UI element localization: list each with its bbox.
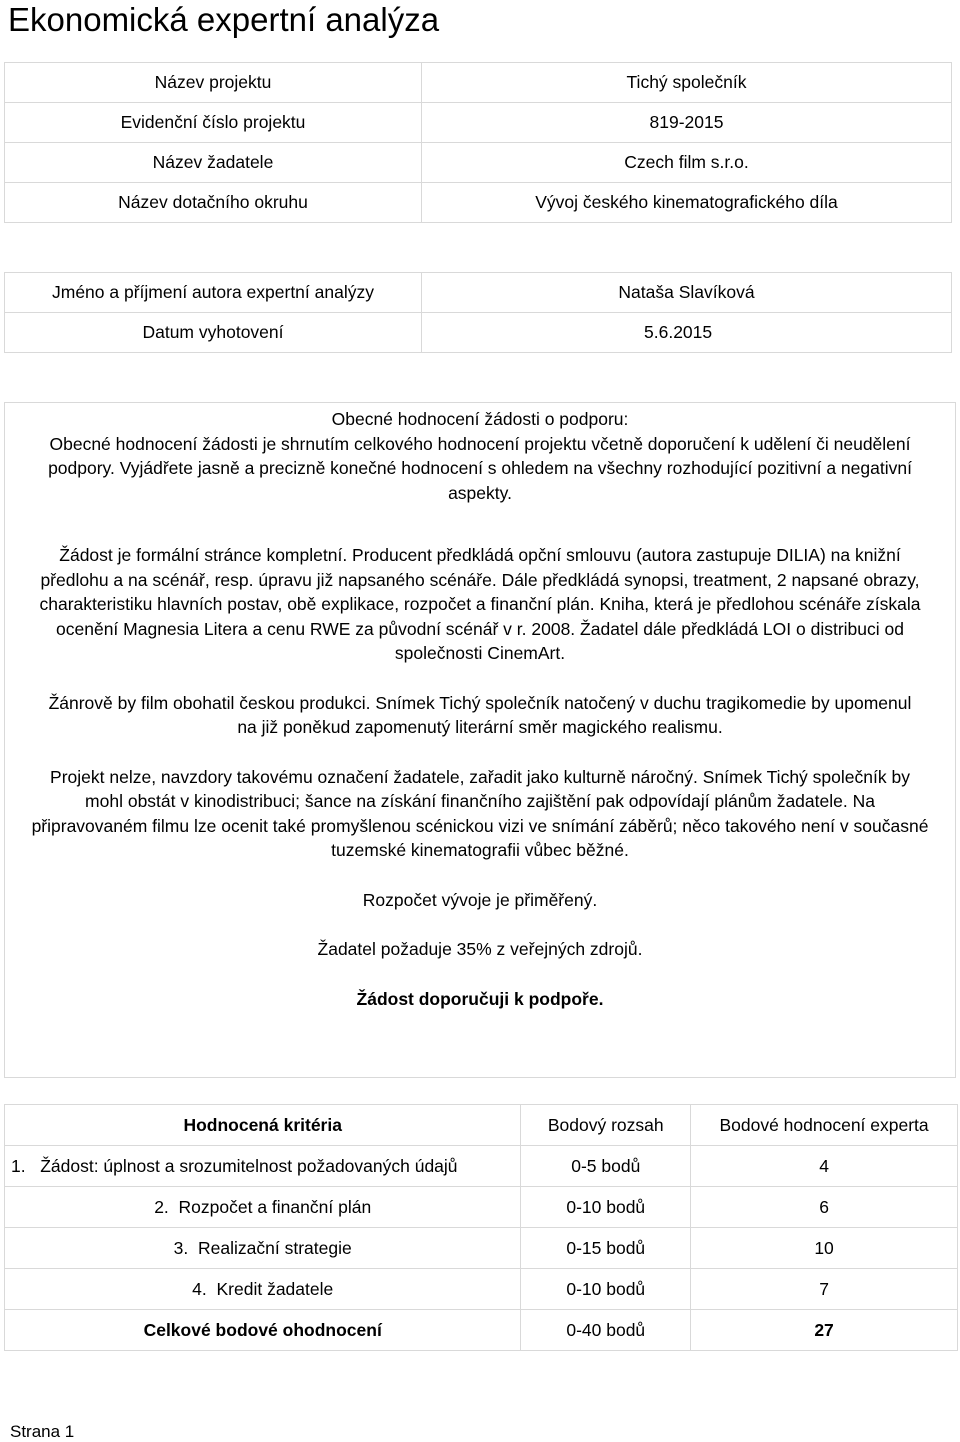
criterion-name: Žádost: úplnost a srozumitelnost požadovaných údajů	[40, 1155, 458, 1176]
criterion-cell	[5, 1228, 521, 1269]
total-label: Celkové bodové ohodnocení	[5, 1310, 521, 1351]
table-row	[5, 273, 952, 313]
applicant-value: Czech film s.r.o.	[422, 143, 952, 183]
page-title: Ekonomická expertní analýza	[8, 1, 440, 38]
applicant-label: Název žadatele	[5, 143, 422, 183]
author-table	[4, 272, 952, 353]
criterion-score: 7	[691, 1269, 958, 1310]
evaluation-box	[4, 402, 956, 1078]
evaluation-paragraph: Projekt nelze, navzdory takovému označení žadatele, zařadit jako kulturně náročný. Snímek Tichý společník by mohl obstát v kinodistribuci; šance na získání finančního zajištění pak odpovídají plánům žadatele. Na připravovaném filmu lze ocenit také promyšlenou scénickou vizi ve snímání záběrů; něco takového není v současné tuzemské kinematografii vůbec běžné.	[31, 766, 929, 860]
criterion-number: 3.	[173, 1237, 189, 1258]
table-row	[5, 1228, 958, 1269]
evaluation-paragraph: Žánrově by film obohatil českou produkci. Snímek Tichý společník natočený v duchu tragikomedie by upomenul na již poněkud zapomenutý literární směr magického realismu.	[48, 692, 912, 737]
criteria-header: Hodnocená kritéria	[5, 1105, 521, 1146]
total-score: 27	[691, 1310, 958, 1351]
date-label: Datum vyhotovení	[5, 313, 422, 353]
criterion-cell	[5, 1187, 521, 1228]
criterion-range: 0-15 bodů	[521, 1228, 691, 1269]
criterion-score: 4	[691, 1146, 958, 1187]
table-row	[5, 63, 952, 103]
total-row	[5, 1310, 958, 1351]
criterion-number: 2.	[154, 1196, 169, 1217]
table-row	[5, 1187, 958, 1228]
evaluation-heading: Obecné hodnocení žádosti o podporu:	[331, 409, 629, 429]
grant-area-label: Název dotačního okruhu	[5, 183, 422, 223]
project-name-label: Název projektu	[5, 63, 422, 103]
criterion-cell	[5, 1269, 521, 1310]
criterion-score: 6	[691, 1187, 958, 1228]
range-header: Bodový rozsah	[521, 1105, 691, 1146]
criterion-number: 1.	[11, 1155, 26, 1176]
author-name: Nataša Slavíková	[422, 273, 952, 313]
criterion-name: Realizační strategie	[198, 1237, 352, 1258]
table-header-row	[5, 1105, 958, 1146]
criterion-score: 10	[691, 1228, 958, 1269]
criterion-name: Rozpočet a finanční plán	[178, 1196, 372, 1217]
grant-area-value: Vývoj českého kinematografického díla	[422, 183, 952, 223]
project-number-label: Evidenční číslo projektu	[5, 103, 422, 143]
table-row	[5, 313, 952, 353]
criterion-range: 0-5 bodů	[521, 1146, 691, 1187]
evaluation-paragraph: Žadatel požaduje 35% z veřejných zdrojů.	[317, 939, 643, 959]
evaluation-paragraph: Rozpočet vývoje je přiměřený.	[362, 889, 598, 910]
project-number-value: 819-2015	[422, 103, 952, 143]
table-row	[5, 103, 952, 143]
evaluation-paragraph: Žádost je formální stránce kompletní. Producent předkládá opční smlouvu (autora zastupuje DILIA) na knižní předlohu a na scénář, resp. úpravu již napsaného scénáře. Dále předkládá synopsi, treatment, 2 napsané obrazy, charakteristiku hlavních postav, obě explikace, rozpočet a finanční plán. Kniha, která je předlohou scénáře získala ocenění Magnesia Litera a cenu RWE za původní scénář v r. 2008. Žadatel dále předkládá LOI o distribuci od společnosti CinemArt.	[39, 545, 921, 663]
total-range: 0-40 bodů	[521, 1310, 691, 1351]
table-row	[5, 1269, 958, 1310]
criterion-name: Kredit žadatele	[216, 1278, 334, 1299]
score-header: Bodové hodnocení experta	[691, 1105, 958, 1146]
criterion-range: 0-10 bodů	[521, 1187, 691, 1228]
page-number: Strana 1	[10, 1422, 75, 1441]
table-row	[5, 183, 952, 223]
criterion-number: 4.	[192, 1278, 207, 1299]
author-label: Jméno a příjmení autora expertní analýzy	[5, 273, 422, 313]
table-row	[5, 143, 952, 183]
criterion-cell	[5, 1146, 521, 1187]
recommendation: Žádost doporučuji k podpoře.	[356, 988, 604, 1009]
criterion-range: 0-10 bodů	[521, 1269, 691, 1310]
evaluation-instructions: Obecné hodnocení žádosti je shrnutím celkového hodnocení projektu včetně doporučení k udělení či neudělení podpory. Vyjádřete jasně a precizně konečné hodnocení s ohledem na všechny rozhodující pozitivní a negativní aspekty.	[48, 433, 912, 503]
project-info-table	[4, 62, 952, 223]
date-value: 5.6.2015	[422, 313, 952, 353]
criteria-table	[4, 1104, 958, 1351]
table-row	[5, 1146, 958, 1187]
project-name-value: Tichý společník	[422, 63, 952, 103]
